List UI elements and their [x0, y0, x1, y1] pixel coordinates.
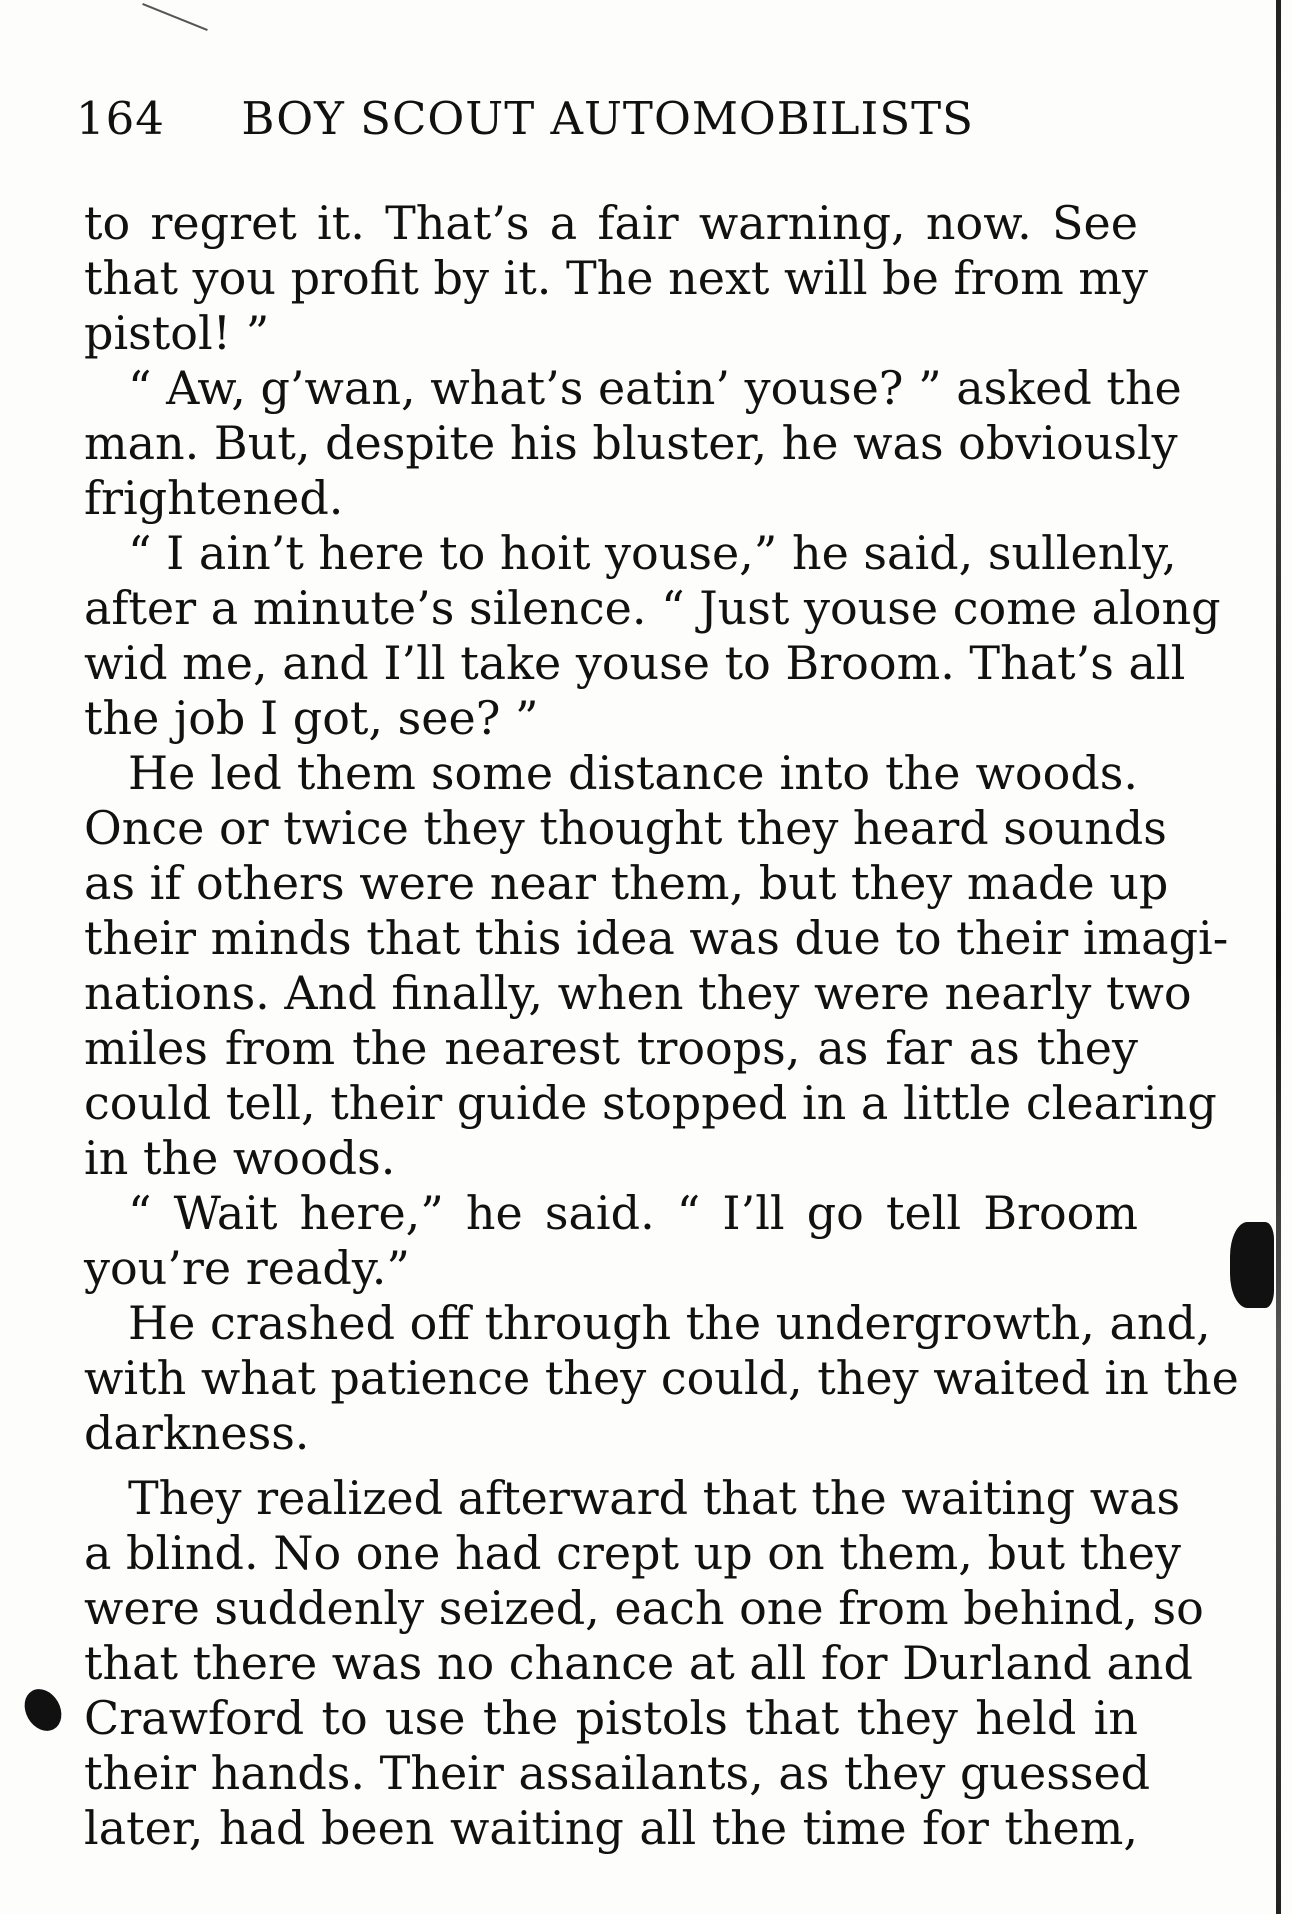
text-line: later, had been waiting all the time for them, [84, 1801, 1138, 1855]
body-text [84, 196, 1239, 1856]
text-line: with what patience they could, they waited in the [84, 1351, 1239, 1405]
text-line: could tell, their guide stopped in a little clearing [84, 1076, 1217, 1130]
text-line: their minds that this idea was due to their imagi- [84, 911, 1229, 965]
scan-scratch-mark [142, 3, 208, 31]
text-line: in the woods. [84, 1131, 396, 1185]
text-line: that you profit by it. The next will be from my [84, 251, 1149, 305]
scan-page-edge [1276, 0, 1281, 1914]
text-line: the job I got, see? ” [84, 691, 539, 745]
text-line: miles from the nearest troops, as far as they [84, 1021, 1138, 1075]
text-line: They realized afterward that the waiting was [128, 1471, 1181, 1525]
text-line: you’re ready.” [84, 1241, 410, 1295]
text-line: man. But, despite his bluster, he was obviously [84, 416, 1178, 470]
text-line: “ Aw, g’wan, what’s eatin’ youse? ” asked the [128, 361, 1182, 415]
text-line: after a minute’s silence. “ Just youse come along [84, 581, 1221, 635]
text-line: “ Wait here,” he said. “ I’ll go tell Broom [128, 1186, 1138, 1240]
text-line: nations. And finally, when they were nearly two [84, 966, 1192, 1020]
text-line: darkness. [84, 1406, 310, 1460]
text-line: Crawford to use the pistols that they held in [84, 1691, 1138, 1745]
paragraph-gap [84, 1461, 1138, 1471]
text-line: their hands. Their assailants, as they guessed [84, 1746, 1151, 1800]
text-line: were suddenly seized, each one from behind, so [84, 1581, 1204, 1635]
text-line: He crashed off through the undergrowth, and, [128, 1296, 1211, 1350]
text-line: wid me, and I’ll take youse to Broom. That’s all [84, 636, 1186, 690]
text-line: pistol! ” [84, 306, 270, 360]
text-line: that there was no chance at all for Durland and [84, 1636, 1193, 1690]
text-line: He led them some distance into the woods. [128, 746, 1138, 800]
text-line: as if others were near them, but they made up [84, 856, 1169, 910]
text-line: frightened. [84, 471, 344, 525]
text-line: “ I ain’t here to hoit youse,” he said, sullenly, [128, 526, 1177, 580]
text-line: to regret it. That’s a fair warning, now. See [84, 196, 1138, 250]
book-title: BOY SCOUT AUTOMOBILISTS [241, 92, 974, 145]
ink-blot-right [1230, 1222, 1274, 1308]
ink-blot-left [17, 1682, 68, 1737]
text-line: a blind. No one had crept up on them, but they [84, 1526, 1181, 1580]
running-head [76, 92, 1136, 152]
text-line: Once or twice they thought they heard sounds [84, 801, 1167, 855]
page-number: 164 [76, 92, 165, 145]
